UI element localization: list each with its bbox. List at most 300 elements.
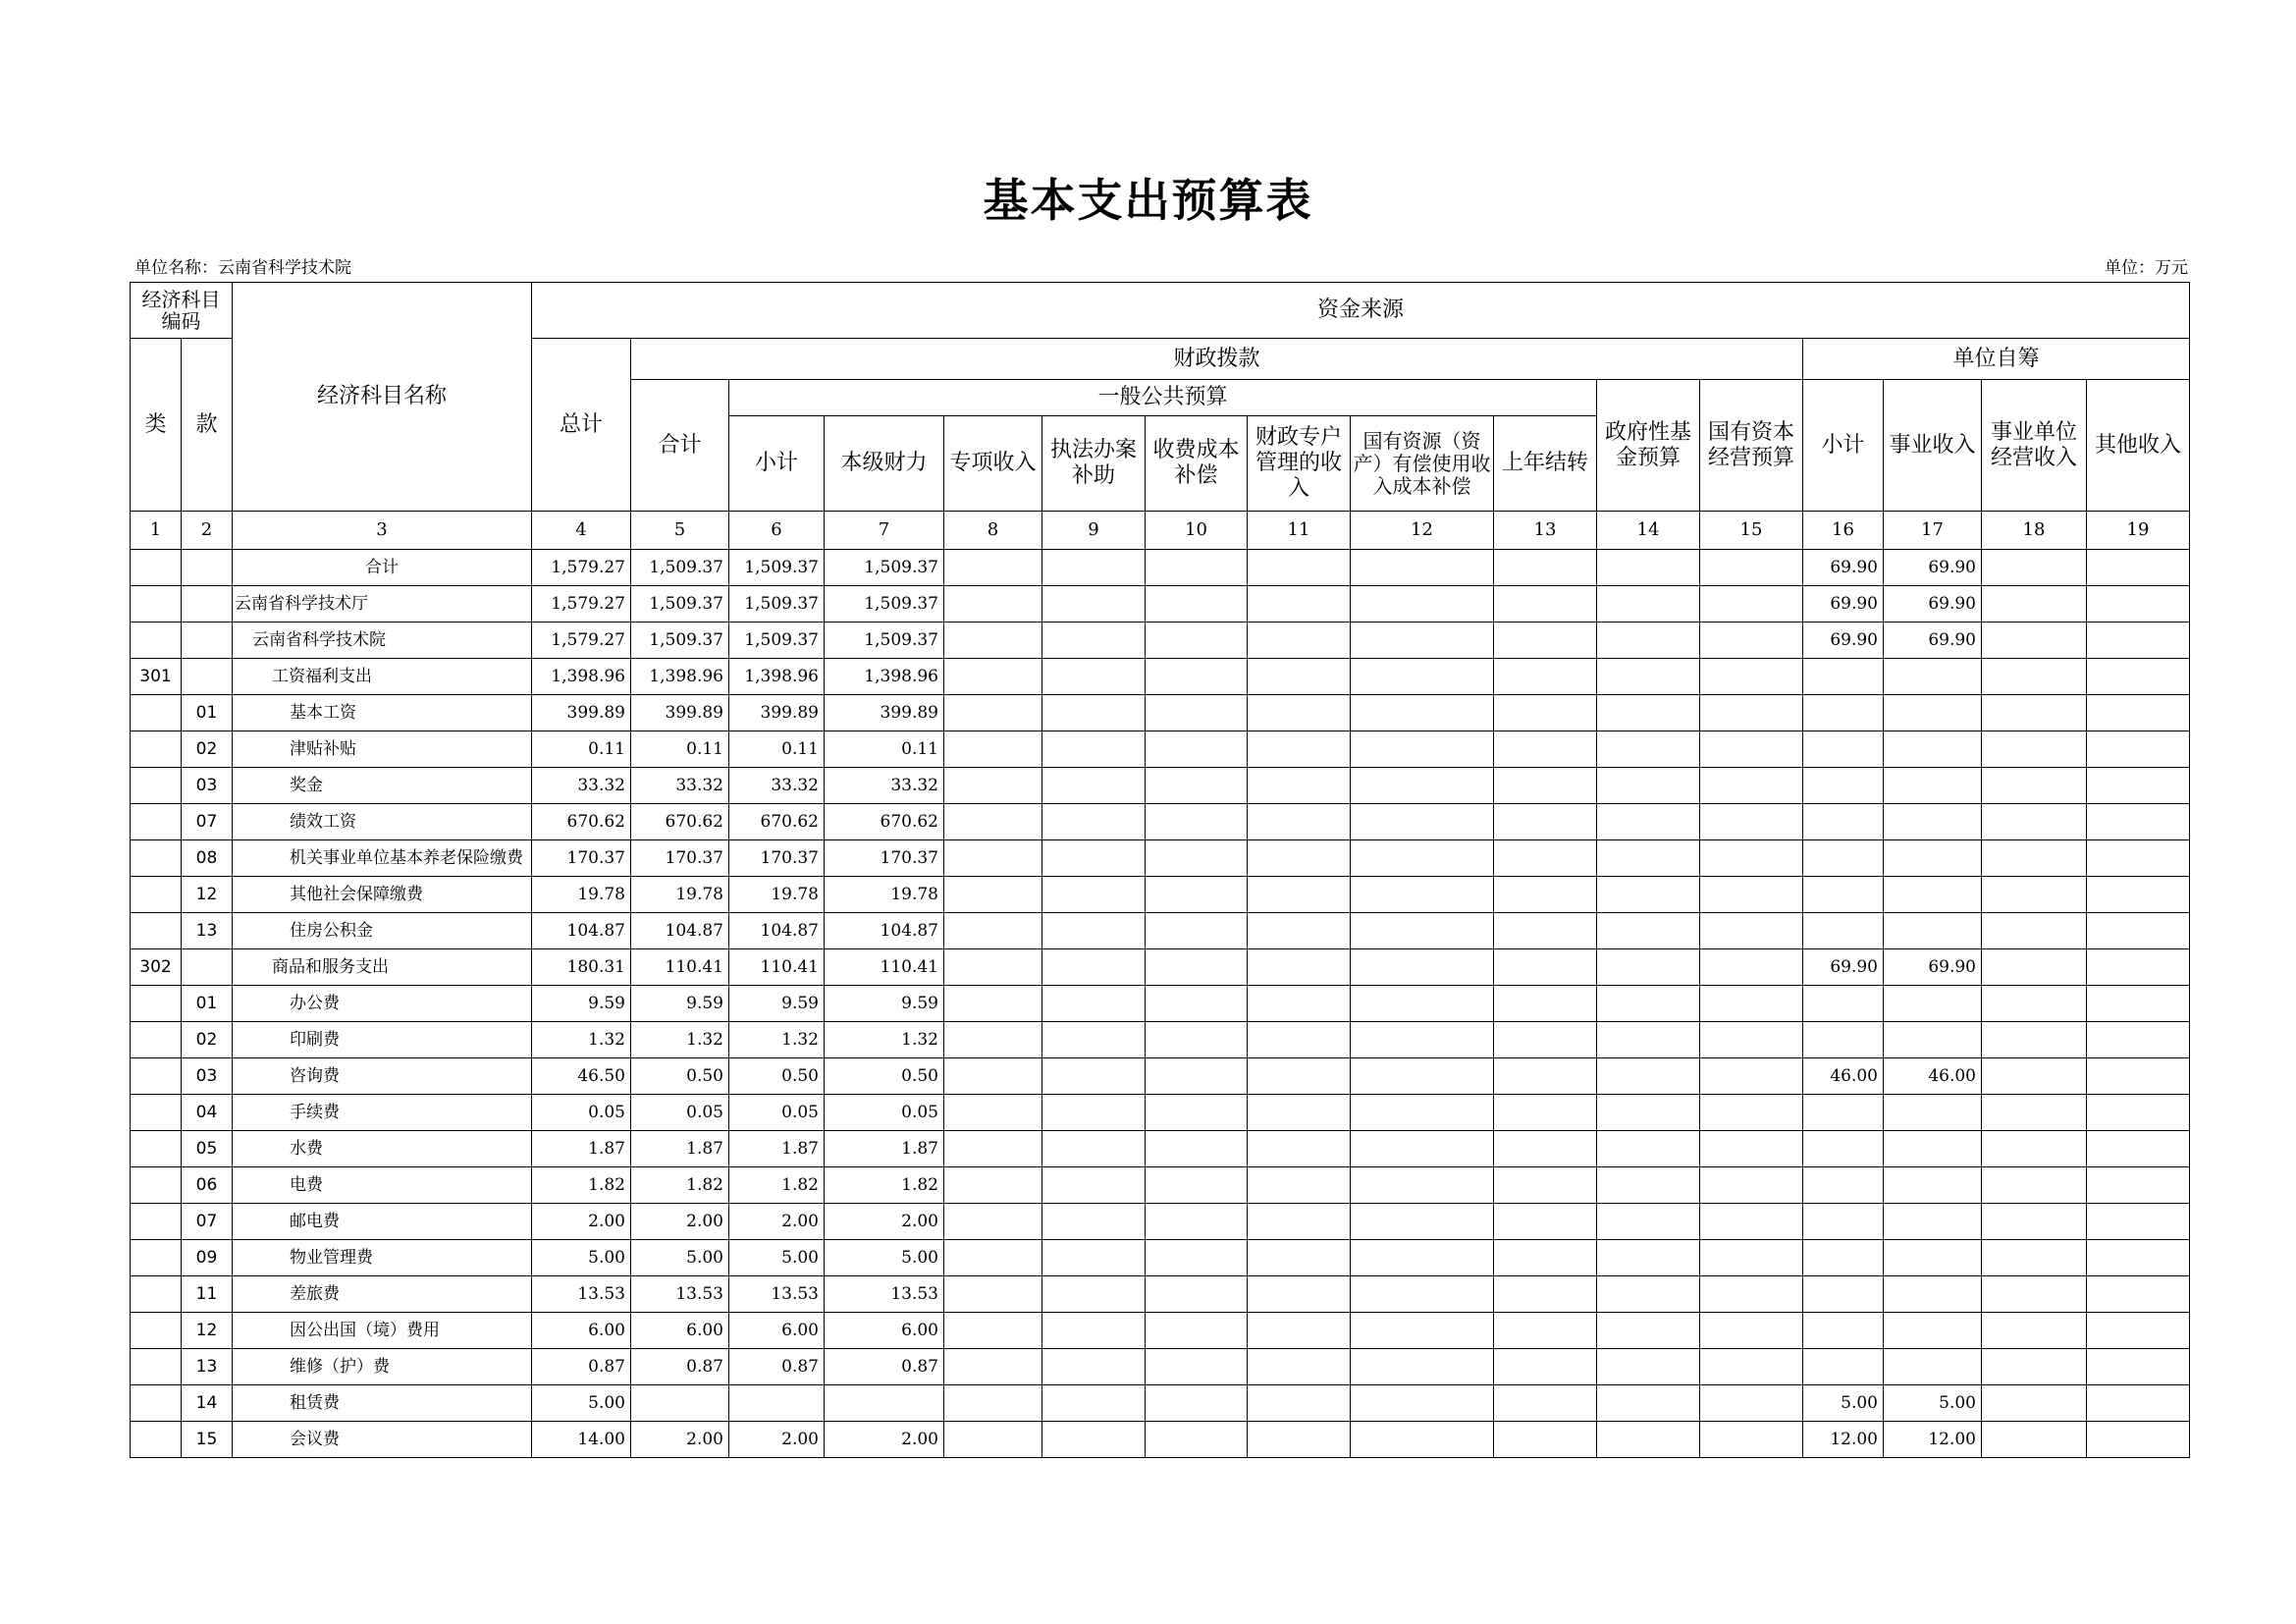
amount-cell xyxy=(1351,949,1494,986)
item-name: 住房公积金 xyxy=(233,913,532,949)
amount-cell xyxy=(1042,1022,1146,1058)
column-index: 13 xyxy=(1494,512,1597,550)
subcategory-code: 13 xyxy=(182,1349,233,1385)
subcategory-code: 14 xyxy=(182,1385,233,1422)
item-name: 印刷费 xyxy=(233,1022,532,1058)
amount-cell xyxy=(1248,731,1351,768)
amount-cell: 1,509.37 xyxy=(631,623,729,659)
amount-cell xyxy=(1982,1276,2087,1313)
amount-cell xyxy=(1248,1095,1351,1131)
amount-cell xyxy=(1700,550,1803,586)
amount-cell xyxy=(1700,1058,1803,1095)
amount-cell xyxy=(1700,695,1803,731)
amount-cell: 2.00 xyxy=(825,1204,944,1240)
amount-cell xyxy=(1700,623,1803,659)
amount-cell xyxy=(1146,659,1248,695)
amount-cell: 170.37 xyxy=(825,840,944,877)
category-code: 301 xyxy=(131,659,182,695)
amount-cell: 0.05 xyxy=(729,1095,825,1131)
header-special-income: 专项收入 xyxy=(944,416,1042,512)
amount-cell xyxy=(1494,550,1597,586)
column-index: 16 xyxy=(1803,512,1884,550)
amount-cell xyxy=(1700,840,1803,877)
subcategory-code xyxy=(182,659,233,695)
amount-cell xyxy=(1248,550,1351,586)
amount-cell: 170.37 xyxy=(631,840,729,877)
amount-cell xyxy=(1248,1276,1351,1313)
amount-cell xyxy=(1597,550,1700,586)
column-index: 9 xyxy=(1042,512,1146,550)
category-code xyxy=(131,695,182,731)
amount-cell xyxy=(1982,586,2087,623)
amount-cell xyxy=(1248,913,1351,949)
amount-cell: 0.87 xyxy=(532,1349,631,1385)
item-name: 办公费 xyxy=(233,986,532,1022)
header-general-public-budget: 一般公共预算 xyxy=(729,380,1597,416)
item-name: 水费 xyxy=(233,1131,532,1167)
header-fund-source: 资金来源 xyxy=(532,283,2190,339)
amount-cell xyxy=(944,1131,1042,1167)
item-name: 物业管理费 xyxy=(233,1240,532,1276)
amount-cell xyxy=(944,1095,1042,1131)
amount-cell xyxy=(1146,1167,1248,1204)
amount-cell xyxy=(1146,1422,1248,1458)
item-name: 商品和服务支出 xyxy=(233,949,532,986)
category-code xyxy=(131,1385,182,1422)
amount-cell xyxy=(2087,550,2190,586)
header-total: 总计 xyxy=(532,339,631,512)
amount-cell xyxy=(1803,1313,1884,1349)
amount-cell xyxy=(1494,913,1597,949)
amount-cell xyxy=(2087,804,2190,840)
column-index: 19 xyxy=(2087,512,2190,550)
amount-cell xyxy=(1597,1131,1700,1167)
amount-cell: 6.00 xyxy=(532,1313,631,1349)
column-index: 18 xyxy=(1982,512,2087,550)
amount-cell xyxy=(1803,731,1884,768)
amount-cell: 1,398.96 xyxy=(532,659,631,695)
amount-cell xyxy=(1700,804,1803,840)
table-row xyxy=(131,1095,2190,1131)
table-row xyxy=(131,731,2190,768)
amount-cell xyxy=(1884,1022,1982,1058)
column-index: 14 xyxy=(1597,512,1700,550)
header-econ-code: 经济科目编码 xyxy=(131,283,233,339)
amount-cell xyxy=(2087,877,2190,913)
amount-cell xyxy=(1351,1058,1494,1095)
amount-cell xyxy=(1494,1385,1597,1422)
amount-cell xyxy=(944,840,1042,877)
amount-cell xyxy=(1146,550,1248,586)
item-name: 云南省科学技术厅 xyxy=(233,586,532,623)
amount-cell: 5.00 xyxy=(532,1385,631,1422)
header-law-enforcement: 执法办案补助 xyxy=(1042,416,1146,512)
amount-cell xyxy=(944,913,1042,949)
amount-cell xyxy=(1351,840,1494,877)
column-index: 12 xyxy=(1351,512,1494,550)
amount-cell xyxy=(1494,840,1597,877)
amount-cell xyxy=(1248,623,1351,659)
amount-cell: 104.87 xyxy=(631,913,729,949)
amount-cell: 1,509.37 xyxy=(729,623,825,659)
amount-cell: 670.62 xyxy=(729,804,825,840)
amount-cell: 33.32 xyxy=(631,768,729,804)
amount-cell xyxy=(1803,768,1884,804)
amount-cell xyxy=(1982,1313,2087,1349)
amount-cell: 1.32 xyxy=(825,1022,944,1058)
table-row xyxy=(131,1349,2190,1385)
amount-cell xyxy=(1982,840,2087,877)
amount-cell: 1,398.96 xyxy=(631,659,729,695)
amount-cell: 9.59 xyxy=(729,986,825,1022)
amount-cell xyxy=(2087,659,2190,695)
amount-cell xyxy=(1700,659,1803,695)
amount-cell xyxy=(1494,804,1597,840)
amount-cell xyxy=(1351,731,1494,768)
amount-cell xyxy=(1248,1240,1351,1276)
amount-cell xyxy=(1982,768,2087,804)
amount-cell: 110.41 xyxy=(631,949,729,986)
amount-cell: 1,398.96 xyxy=(825,659,944,695)
amount-cell xyxy=(1146,1204,1248,1240)
amount-cell: 69.90 xyxy=(1803,550,1884,586)
category-code xyxy=(131,840,182,877)
amount-cell xyxy=(1597,695,1700,731)
subcategory-code: 04 xyxy=(182,1095,233,1131)
amount-cell xyxy=(1494,623,1597,659)
amount-cell xyxy=(1146,586,1248,623)
amount-cell: 1.82 xyxy=(729,1167,825,1204)
amount-cell xyxy=(2087,731,2190,768)
subcategory-code: 02 xyxy=(182,1022,233,1058)
amount-cell: 19.78 xyxy=(631,877,729,913)
item-name: 机关事业单位基本养老保险缴费 xyxy=(233,840,532,877)
table-row xyxy=(131,1131,2190,1167)
amount-cell xyxy=(1700,586,1803,623)
subcategory-code: 12 xyxy=(182,877,233,913)
amount-cell xyxy=(1146,1385,1248,1422)
table-row xyxy=(131,877,2190,913)
amount-cell xyxy=(1803,659,1884,695)
amount-cell xyxy=(2087,1131,2190,1167)
amount-cell xyxy=(944,659,1042,695)
amount-cell xyxy=(2087,913,2190,949)
amount-cell xyxy=(1248,659,1351,695)
amount-cell xyxy=(1146,1240,1248,1276)
amount-cell: 5.00 xyxy=(729,1240,825,1276)
amount-cell xyxy=(1700,1349,1803,1385)
header-gov-fund: 政府性基金预算 xyxy=(1597,380,1700,512)
table-row xyxy=(131,659,2190,695)
subcategory-code: 06 xyxy=(182,1167,233,1204)
amount-cell xyxy=(1982,1422,2087,1458)
amount-cell: 33.32 xyxy=(729,768,825,804)
amount-cell xyxy=(1042,804,1146,840)
amount-cell xyxy=(944,586,1042,623)
amount-cell: 0.87 xyxy=(631,1349,729,1385)
amount-cell xyxy=(2087,949,2190,986)
subcategory-code xyxy=(182,949,233,986)
currency-unit: 单位：万元 xyxy=(2105,258,2188,278)
amount-cell: 13.53 xyxy=(532,1276,631,1313)
amount-cell xyxy=(1351,1022,1494,1058)
category-code xyxy=(131,986,182,1022)
amount-cell xyxy=(1042,1422,1146,1458)
amount-cell xyxy=(944,1313,1042,1349)
amount-cell xyxy=(1700,913,1803,949)
subcategory-code: 13 xyxy=(182,913,233,949)
table-row xyxy=(131,1204,2190,1240)
amount-cell xyxy=(1146,949,1248,986)
table-row xyxy=(131,840,2190,877)
amount-cell: 69.90 xyxy=(1803,623,1884,659)
subcategory-code xyxy=(182,623,233,659)
amount-cell: 0.87 xyxy=(729,1349,825,1385)
amount-cell xyxy=(1248,1385,1351,1422)
amount-cell: 670.62 xyxy=(532,804,631,840)
amount-cell xyxy=(1146,1131,1248,1167)
amount-cell xyxy=(1982,1385,2087,1422)
category-code xyxy=(131,1095,182,1131)
amount-cell xyxy=(2087,623,2190,659)
amount-cell xyxy=(1248,804,1351,840)
amount-cell: 33.32 xyxy=(825,768,944,804)
amount-cell xyxy=(1146,768,1248,804)
amount-cell: 670.62 xyxy=(631,804,729,840)
amount-cell xyxy=(1982,1095,2087,1131)
amount-cell xyxy=(1597,1240,1700,1276)
amount-cell: 6.00 xyxy=(825,1313,944,1349)
amount-cell xyxy=(1042,1167,1146,1204)
amount-cell: 2.00 xyxy=(631,1422,729,1458)
amount-cell xyxy=(1351,1422,1494,1458)
amount-cell xyxy=(1146,1276,1248,1313)
amount-cell xyxy=(1982,1131,2087,1167)
amount-cell xyxy=(1351,1204,1494,1240)
amount-cell xyxy=(1982,550,2087,586)
amount-cell: 0.50 xyxy=(825,1058,944,1095)
amount-cell xyxy=(1884,986,1982,1022)
amount-cell: 13.53 xyxy=(631,1276,729,1313)
amount-cell xyxy=(1700,1022,1803,1058)
amount-cell xyxy=(1494,731,1597,768)
amount-cell xyxy=(1982,1167,2087,1204)
amount-cell xyxy=(1884,731,1982,768)
amount-cell xyxy=(1700,877,1803,913)
amount-cell xyxy=(1803,1349,1884,1385)
amount-cell: 0.87 xyxy=(825,1349,944,1385)
amount-cell xyxy=(1494,877,1597,913)
amount-cell xyxy=(1351,804,1494,840)
amount-cell xyxy=(1597,1204,1700,1240)
amount-cell: 1.87 xyxy=(729,1131,825,1167)
amount-cell xyxy=(1351,1276,1494,1313)
amount-cell: 5.00 xyxy=(1803,1385,1884,1422)
item-name: 手续费 xyxy=(233,1095,532,1131)
amount-cell xyxy=(1042,695,1146,731)
item-name: 合计 xyxy=(233,550,532,586)
header-state-capital: 国有资本经营预算 xyxy=(1700,380,1803,512)
amount-cell: 5.00 xyxy=(825,1240,944,1276)
amount-cell xyxy=(1803,1276,1884,1313)
amount-cell xyxy=(1042,1349,1146,1385)
category-code xyxy=(131,586,182,623)
amount-cell: 399.89 xyxy=(729,695,825,731)
amount-cell xyxy=(1042,768,1146,804)
amount-cell xyxy=(1042,1058,1146,1095)
amount-cell: 0.11 xyxy=(825,731,944,768)
amount-cell xyxy=(1494,1349,1597,1385)
amount-cell xyxy=(944,877,1042,913)
amount-cell xyxy=(1982,695,2087,731)
amount-cell xyxy=(2087,768,2190,804)
amount-cell xyxy=(1803,1167,1884,1204)
amount-cell xyxy=(1597,1422,1700,1458)
table-row xyxy=(131,1022,2190,1058)
amount-cell xyxy=(1494,1167,1597,1204)
amount-cell: 69.90 xyxy=(1884,623,1982,659)
amount-cell xyxy=(1884,1313,1982,1349)
table-row xyxy=(131,804,2190,840)
amount-cell xyxy=(1597,1385,1700,1422)
amount-cell xyxy=(944,1422,1042,1458)
amount-cell xyxy=(1700,1131,1803,1167)
amount-cell xyxy=(1042,1131,1146,1167)
amount-cell xyxy=(1146,877,1248,913)
amount-cell xyxy=(1700,1240,1803,1276)
amount-cell xyxy=(1700,1313,1803,1349)
amount-cell: 69.90 xyxy=(1803,949,1884,986)
table-row xyxy=(131,949,2190,986)
header-fee-compensation: 收费成本补偿 xyxy=(1146,416,1248,512)
category-code xyxy=(131,913,182,949)
amount-cell: 104.87 xyxy=(729,913,825,949)
amount-cell: 9.59 xyxy=(532,986,631,1022)
amount-cell xyxy=(1803,1131,1884,1167)
amount-cell xyxy=(1494,949,1597,986)
amount-cell xyxy=(1248,1131,1351,1167)
amount-cell: 399.89 xyxy=(631,695,729,731)
amount-cell: 1.82 xyxy=(532,1167,631,1204)
amount-cell: 9.59 xyxy=(631,986,729,1022)
item-name: 工资福利支出 xyxy=(233,659,532,695)
amount-cell xyxy=(1351,695,1494,731)
item-name: 其他社会保障缴费 xyxy=(233,877,532,913)
amount-cell: 399.89 xyxy=(532,695,631,731)
column-index: 3 xyxy=(233,512,532,550)
amount-cell xyxy=(2087,840,2190,877)
amount-cell: 180.31 xyxy=(532,949,631,986)
amount-cell xyxy=(2087,586,2190,623)
amount-cell xyxy=(1042,986,1146,1022)
amount-cell: 1,579.27 xyxy=(532,550,631,586)
amount-cell xyxy=(1884,1095,1982,1131)
amount-cell xyxy=(1351,1240,1494,1276)
item-name: 电费 xyxy=(233,1167,532,1204)
amount-cell xyxy=(1351,550,1494,586)
amount-cell xyxy=(1146,731,1248,768)
category-code xyxy=(131,731,182,768)
amount-cell xyxy=(1042,550,1146,586)
header-fiscal: 财政拨款 xyxy=(631,339,1803,380)
table-row xyxy=(131,586,2190,623)
amount-cell xyxy=(1351,586,1494,623)
subcategory-code: 08 xyxy=(182,840,233,877)
amount-cell xyxy=(1351,1095,1494,1131)
category-code xyxy=(131,623,182,659)
amount-cell: 1,509.37 xyxy=(825,550,944,586)
amount-cell xyxy=(1146,623,1248,659)
amount-cell xyxy=(1884,1131,1982,1167)
column-index: 5 xyxy=(631,512,729,550)
amount-cell xyxy=(1700,986,1803,1022)
table-row xyxy=(131,1422,2190,1458)
amount-cell xyxy=(1494,1204,1597,1240)
amount-cell xyxy=(1042,1385,1146,1422)
column-index: 11 xyxy=(1248,512,1351,550)
amount-cell xyxy=(944,949,1042,986)
item-name: 咨询费 xyxy=(233,1058,532,1095)
amount-cell: 104.87 xyxy=(532,913,631,949)
amount-cell: 0.05 xyxy=(532,1095,631,1131)
amount-cell: 19.78 xyxy=(729,877,825,913)
amount-cell xyxy=(1803,840,1884,877)
amount-cell: 0.05 xyxy=(631,1095,729,1131)
item-name: 维修（护）费 xyxy=(233,1349,532,1385)
item-name: 差旅费 xyxy=(233,1276,532,1313)
amount-cell xyxy=(1982,1022,2087,1058)
subcategory-code xyxy=(182,550,233,586)
amount-cell xyxy=(1597,1313,1700,1349)
table-row xyxy=(131,695,2190,731)
amount-cell xyxy=(631,1385,729,1422)
amount-cell xyxy=(1351,768,1494,804)
amount-cell: 0.11 xyxy=(631,731,729,768)
item-name: 因公出国（境）费用 xyxy=(233,1313,532,1349)
amount-cell: 0.05 xyxy=(825,1095,944,1131)
amount-cell xyxy=(1803,877,1884,913)
amount-cell xyxy=(1351,877,1494,913)
amount-cell xyxy=(1494,1095,1597,1131)
amount-cell: 1.82 xyxy=(631,1167,729,1204)
category-code xyxy=(131,1240,182,1276)
amount-cell xyxy=(1248,695,1351,731)
amount-cell: 2.00 xyxy=(631,1204,729,1240)
amount-cell xyxy=(2087,1240,2190,1276)
amount-cell xyxy=(1248,1313,1351,1349)
amount-cell xyxy=(1494,768,1597,804)
column-index: 10 xyxy=(1146,512,1248,550)
amount-cell xyxy=(1982,623,2087,659)
amount-cell: 13.53 xyxy=(729,1276,825,1313)
amount-cell xyxy=(1700,1276,1803,1313)
amount-cell xyxy=(1042,586,1146,623)
amount-cell: 2.00 xyxy=(825,1422,944,1458)
column-index: 17 xyxy=(1884,512,1982,550)
amount-cell xyxy=(1146,986,1248,1022)
amount-cell: 110.41 xyxy=(729,949,825,986)
category-code xyxy=(131,1422,182,1458)
amount-cell xyxy=(1982,1349,2087,1385)
amount-cell xyxy=(1146,1349,1248,1385)
amount-cell: 1,509.37 xyxy=(825,623,944,659)
item-name: 租赁费 xyxy=(233,1385,532,1422)
column-index: 4 xyxy=(532,512,631,550)
amount-cell xyxy=(2087,1095,2190,1131)
amount-cell xyxy=(1042,1276,1146,1313)
amount-cell: 2.00 xyxy=(729,1204,825,1240)
amount-cell xyxy=(1494,695,1597,731)
